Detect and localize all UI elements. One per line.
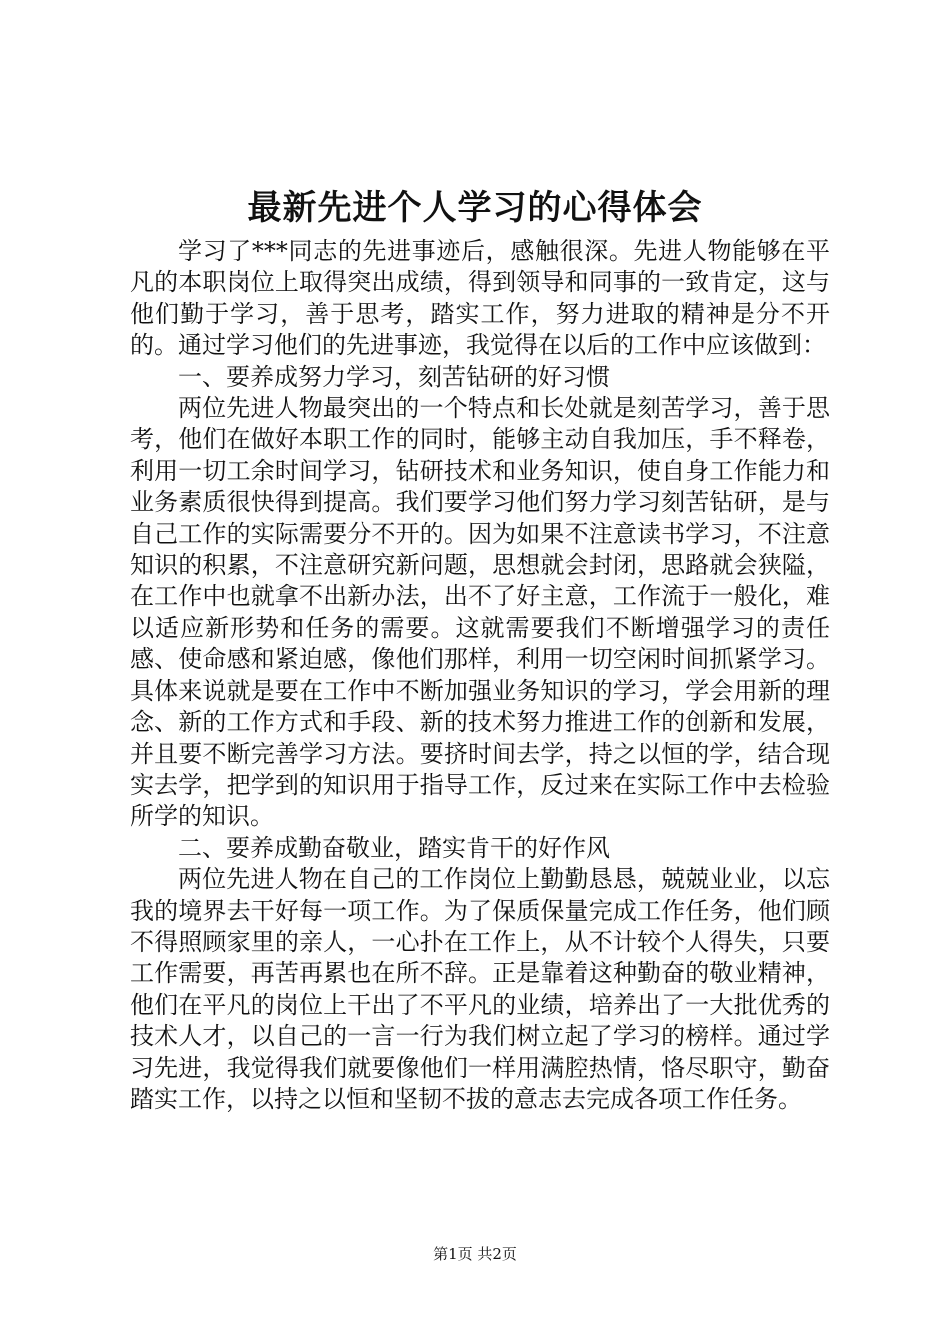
document-body <box>130 236 830 1115</box>
section-heading-1: 一、要养成努力学习，刻苦钻研的好习惯 <box>178 362 610 391</box>
page-number-footer: 第1页 共2页 <box>433 1245 517 1263</box>
section-heading-2: 二、要养成勤奋敬业，踏实肯干的好作风 <box>178 833 610 862</box>
section-1-paragraph: 两位先进人物最突出的一个特点和长处就是刻苦学习，善于思考，他们在做好本职工作的同时，能够主动自我加压，手不释卷，利用一切工余时间学习，钻研技术和业务知识，使自身工作能力和业务素质很快得到提高。我们要学习他们努力学习刻苦钻研，是与自己工作的实际需要分不开的。因为如果不注意读书学习，不注意知识的积累，不注意研究新问题，思想就会封闭，思路就会狭隘，在工作中也就拿不出新办法，出不了好主意，工作流于一般化，难以适应新形势和任务的需要。这就需要我们不断增强学习的责任感、使命感和紧迫感，像他们那样，利用一切空闲时间抓紧学习。具体来说就是要在工作中不断加强业务知识的学习，学会用新的理念、新的工作方式和手段、新的技术努力推进工作的创新和发展，并且要不断完善学习方法。要挤时间去学，持之以恒的学，结合现实去学，把学到的知识用于指导工作，反过来在实际工作中去检验所学的知识。 <box>130 394 830 831</box>
intro-paragraph: 学习了***同志的先进事迹后，感触很深。先进人物能够在平凡的本职岗位上取得突出成绩，得到领导和同事的一致肯定，这与他们勤于学习，善于思考，踏实工作，努力进取的精神是分不开的。通过学习他们的先进事迹，我觉得在以后的工作中应该做到： <box>130 237 830 360</box>
document-title: 最新先进个人学习的心得体会 <box>247 188 703 228</box>
section-2-paragraph: 两位先进人物在自己的工作岗位上勤勤恳恳，兢兢业业，以忘我的境界去干好每一项工作。为了保质保量完成工作任务，他们顾不得照顾家里的亲人，一心扑在工作上，从不计较个人得失，只要工作需要，再苦再累也在所不辞。正是靠着这种勤奋的敬业精神，他们在平凡的岗位上干出了不平凡的业绩，培养出了一大批优秀的技术人才，以自己的一言一行为我们树立起了学习的榜样。通过学习先进，我觉得我们就要像他们一样用满腔热情，恪尽职守，勤奋踏实工作，以持之以恒和坚韧不拔的意志去完成各项工作任务。 <box>130 865 830 1113</box>
